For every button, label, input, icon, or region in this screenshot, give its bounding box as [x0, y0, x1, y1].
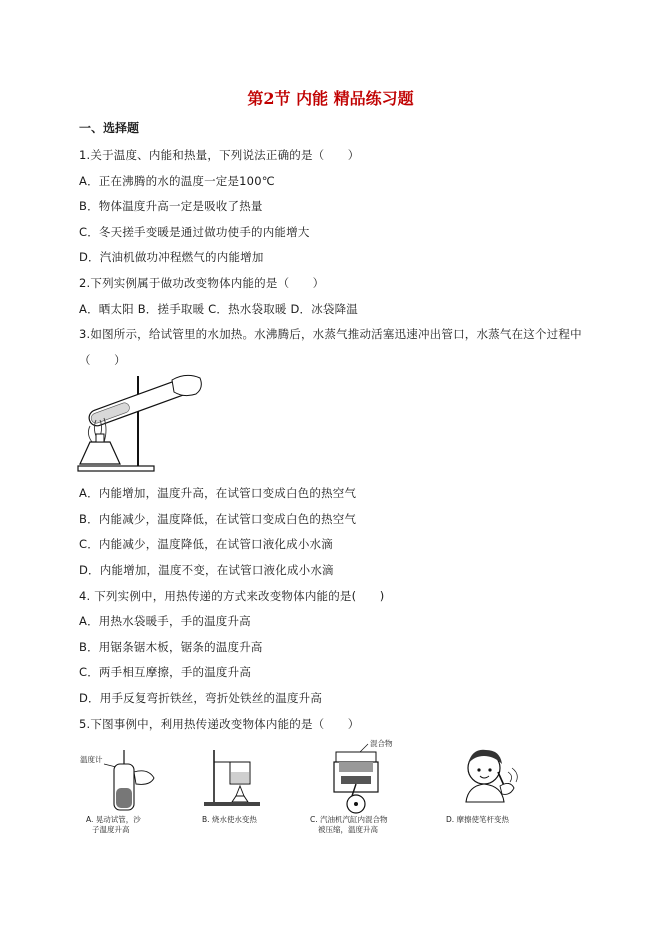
q1-option-d: D．汽油机做功冲程燃气的内能增加	[79, 250, 264, 264]
q2-stem: 2.下列实例属于做功改变物体内能的是（ ）	[79, 276, 325, 290]
q3-option-c: C．内能减少，温度降低，在试管口液化成小水滴	[79, 537, 333, 551]
q4-option-d: D．用手反复弯折铁丝，弯折处铁丝的温度升高	[79, 691, 323, 705]
q5-figure-d	[440, 742, 540, 842]
q5-fig-c-caption-1: C. 汽油机汽缸内混合物	[310, 815, 388, 824]
q3-stem: 3.如图所示，给试管里的水加热。水沸腾后，水蒸气推动活塞迅速冲出管口，水蒸气在这个过程中	[79, 327, 582, 341]
q5-fig-c-caption-2: 被压缩，温度升高	[318, 825, 378, 834]
q4-option-c: C．两手相互摩擦，手的温度升高	[79, 665, 252, 679]
q3-option-b: B．内能减少，温度降低，在试管口变成白色的热空气	[79, 512, 357, 526]
q5-fig-a-caption-1: A. 晃动试管，沙	[86, 815, 141, 824]
q5-fig-d-caption: D. 摩擦使笔杆变热	[446, 815, 510, 824]
q2-options: A．晒太阳 B．搓手取暖 C．热水袋取暖 D．冰袋降温	[79, 302, 359, 316]
q1-option-a: A．正在沸腾的水的温度一定是100℃	[79, 174, 275, 188]
q4-option-a: A．用热水袋暖手，手的温度升高	[79, 614, 251, 628]
q3-test-tube-figure	[76, 370, 206, 476]
q3-stem-bracket: （ ）	[79, 353, 126, 367]
q1-option-b: B．物体温度升高一定是吸收了热量	[79, 199, 263, 213]
q4-option-b: B．用锯条锯木板，锯条的温度升高	[79, 640, 263, 654]
q5-fig-c-label: 混合物	[370, 739, 393, 748]
page-title: 第2节 内能 精品练习题	[247, 89, 414, 108]
q1-option-c: C．冬天搓手变暖是通过做功使手的内能增大	[79, 225, 310, 239]
q1-stem: 1.关于温度、内能和热量，下列说法正确的是（ ）	[79, 148, 360, 162]
q4-stem: 4. 下列实例中，用热传递的方式来改变物体内能的是( )	[79, 589, 385, 603]
q5-fig-a-caption-2: 子温度升高	[92, 825, 130, 834]
section-heading: 一、选择题	[79, 121, 140, 135]
q5-figure-c	[306, 736, 416, 842]
q5-stem: 5.下图事例中，利用热传递改变物体内能的是（ ）	[79, 717, 360, 731]
q3-option-d: D．内能增加，温度不变，在试管口液化成小水滴	[79, 563, 334, 577]
q5-figure-a	[80, 742, 170, 842]
q5-fig-a-label: 温度计	[80, 755, 103, 764]
q3-option-a: A．内能增加，温度升高，在试管口变成白色的热空气	[79, 486, 357, 500]
q5-figure-b	[198, 742, 278, 842]
q5-fig-b-caption: B. 烧水使水变热	[202, 815, 257, 824]
